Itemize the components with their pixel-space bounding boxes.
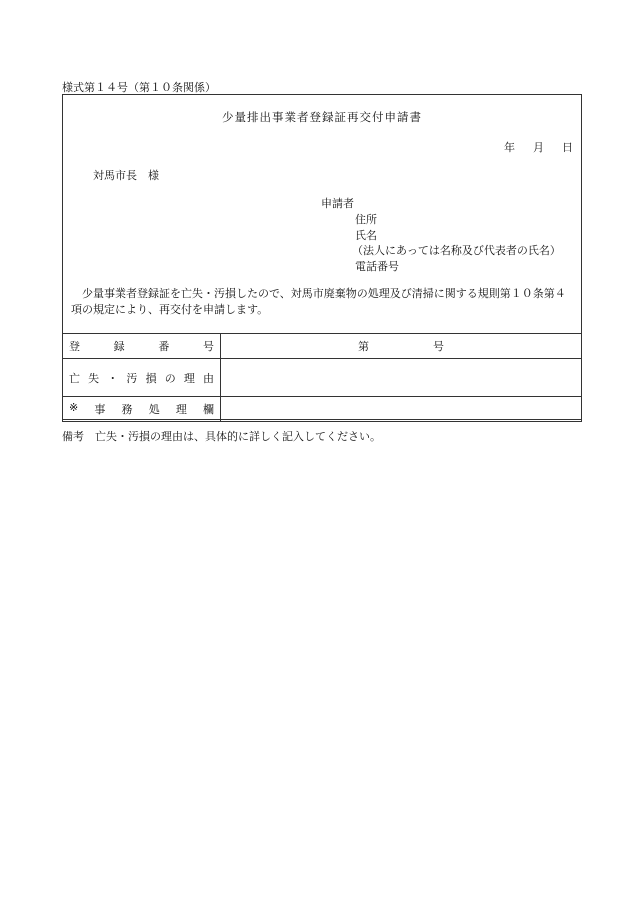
date-day: 日 (562, 141, 573, 154)
office-use-field (221, 397, 582, 422)
office-use-label: ※ 事 務 処 理 欄 (63, 397, 221, 422)
number-suffix: 号 (433, 340, 444, 353)
form-title: 少量排出事業者登録証再交付申請書 (222, 110, 422, 124)
reason-field[interactable] (221, 359, 582, 397)
office-use-row (63, 397, 582, 422)
applicant-name-label: 氏名 (355, 229, 377, 242)
applicant-phone-label: 電話番号 (355, 260, 399, 273)
date-year: 年 (504, 141, 515, 154)
reason-row (63, 359, 582, 397)
reason-label: 亡 失 ・ 汚 損 の 理 由 (63, 359, 221, 397)
applicant-heading: 申請者 (321, 197, 354, 210)
registration-number-field[interactable] (221, 334, 582, 359)
details-table (62, 333, 582, 422)
registration-label: 登 録 番 号 (63, 334, 221, 359)
date-line (504, 139, 573, 155)
application-form (62, 94, 582, 420)
applicant-corporate-note: （法人にあっては名称及び代表者の氏名） (352, 244, 561, 257)
applicant-address-label: 住所 (355, 213, 377, 226)
form-number: 様式第１４号（第１０条関係） (62, 81, 216, 94)
remarks-note: 備考 亡失・汚損の理由は、具体的に詳しく記入してください。 (62, 430, 381, 443)
body-text: 少量事業者登録証を亡失・汚損したので、対馬市廃棄物の処理及び清掃に関する規則第１０条第４項の規定により、再交付を申請します。 (71, 287, 566, 316)
date-month: 月 (533, 141, 544, 154)
registration-row (63, 334, 582, 359)
number-prefix: 第 (358, 340, 369, 353)
addressee: 対馬市長 様 (93, 169, 159, 182)
